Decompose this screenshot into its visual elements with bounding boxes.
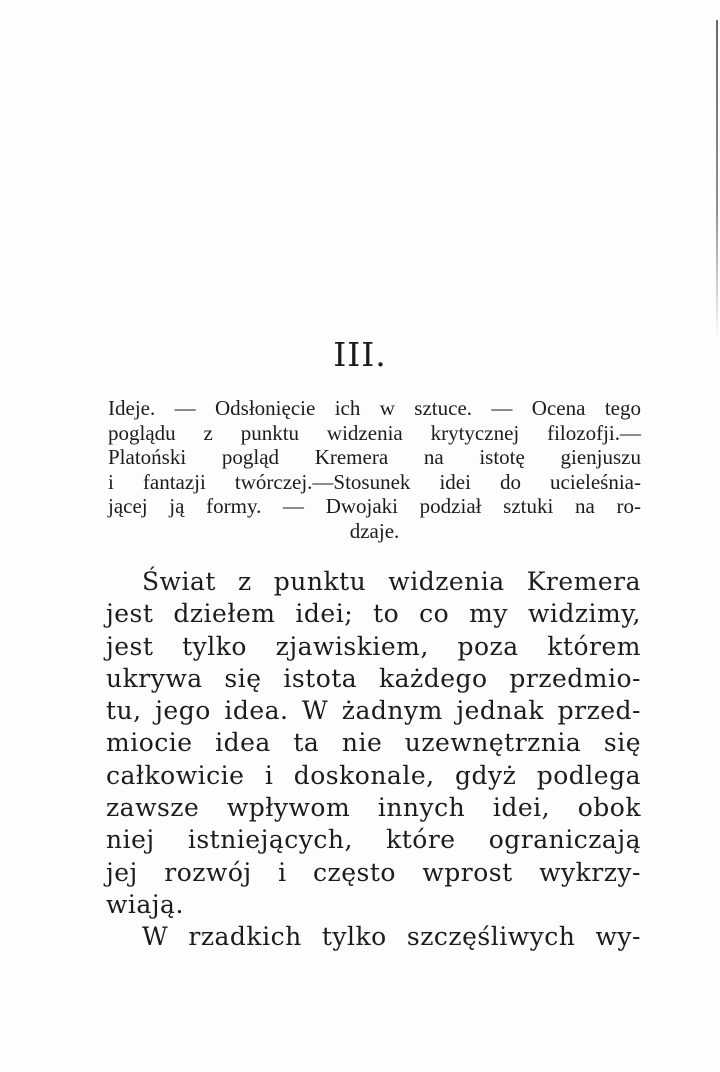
body-line: całkowicie i doskonale, gdyż podlega [106,760,641,790]
chapter-number: III. [333,335,387,374]
summary-line: jącej ją formy. — Dwojaki podział sztuki na ro- [108,494,641,518]
chapter-summary [108,396,641,543]
body-line: W rzadkich tylko szczęśliwych wy- [142,922,641,952]
body-line: zawsze wpływom innych idei, obok [106,793,641,823]
summary-line: poglądu z punktu widzenia krytycznej filozofji.— [108,420,641,445]
body-line: Świat z punktu widzenia Kremera [142,567,641,596]
summary-line: Ideje. — Odsłonięcie ich w sztuce. — Ocena tego [108,396,641,420]
scan-edge-mark [716,20,718,340]
body-line: jest dziełem idei; to co my widzimy, [106,599,641,629]
body-line: ukrywa się istota każdego przedmio- [106,663,641,693]
summary-line: dzaje. [349,518,400,543]
body-line: miocie idea ta nie uzewnętrznia się [106,728,641,758]
body-line: niej istniejących, które ograniczają [106,825,641,855]
body-line: wiają. [106,889,184,919]
body-line: jest tylko zjawiskiem, poza którem [106,631,641,661]
summary-line: i fantazji twórczej.—Stosunek idei do ucieleśnia- [108,469,641,494]
body-paragraphs [106,566,641,954]
body-line: jej rozwój i często wprost wykrzy- [106,857,641,887]
summary-line: Platoński pogląd Kremera na istotę gienjuszu [108,445,641,469]
body-line: tu, jego idea. W żadnym jednak przed- [106,696,641,726]
